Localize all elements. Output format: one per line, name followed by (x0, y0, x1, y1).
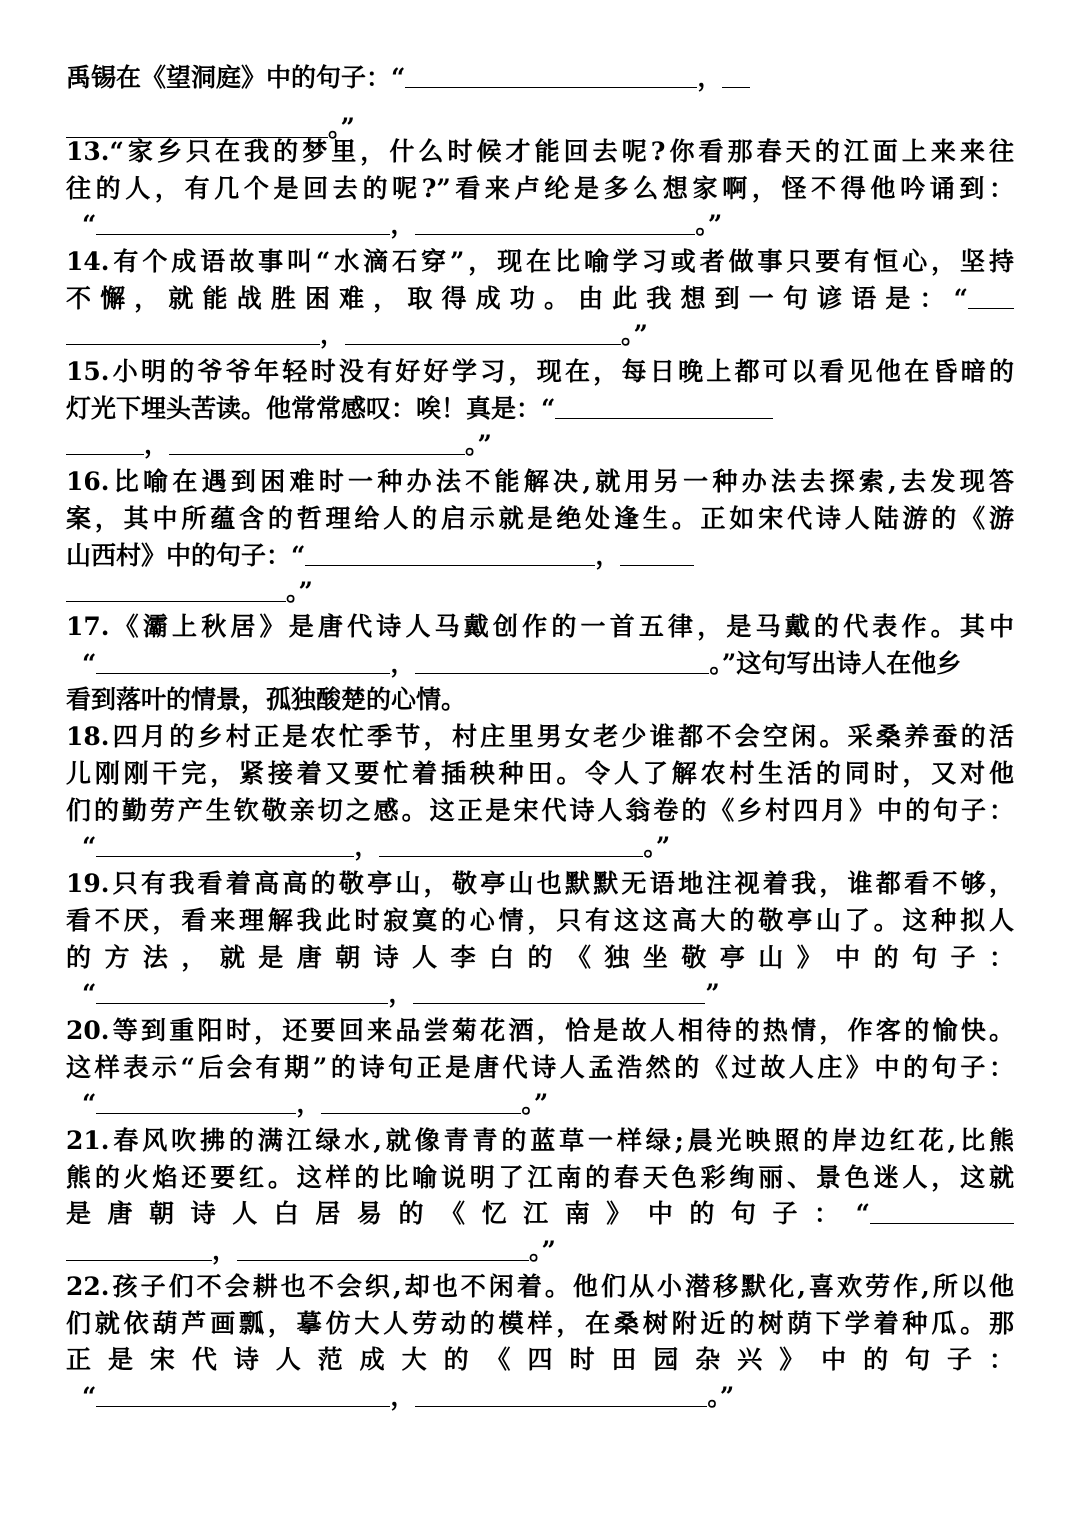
question-text: “ (82, 832, 97, 861)
question-text: 20.等到重阳时，还要回来品尝菊花酒，恰是故人相待的热情，作客的愉快。 (66, 1016, 1014, 1045)
question-text: ， (697, 63, 723, 92)
question-17-line-3 (66, 682, 466, 718)
answer-blank[interactable] (66, 1238, 212, 1261)
answer-blank[interactable] (66, 579, 286, 602)
question-17-line-1 (66, 609, 1014, 645)
question-text: ， (320, 320, 346, 349)
question-text: 17.《灞上秋居》是唐代诗人马戴创作的一首五律，是马戴的代表作。其中 (66, 612, 1014, 641)
question-text: 熊的火焰还要红。这样的比喻说明了江南的春天色彩绚丽、景色迷人，这就 (66, 1163, 1014, 1192)
answer-blank[interactable] (321, 1091, 521, 1114)
question-text: 15.小明的爷爷年轻时没有好好学习，现在，每日晚上都可以看见他在昏暗的 (66, 357, 1014, 386)
question-15-line-2 (66, 391, 773, 427)
question-14-line-2 (66, 281, 1014, 317)
question-14-line-3 (66, 317, 648, 353)
answer-blank[interactable] (96, 981, 388, 1004)
question-18-line-1 (66, 719, 1014, 755)
question-text: “ (82, 1382, 97, 1411)
question-text: 21.春风吹拂的满江绿水,就像青青的蓝草一样绿;晨光映照的岸边红花,比熊 (66, 1126, 1014, 1155)
answer-blank[interactable] (96, 212, 390, 235)
answer-blank[interactable] (169, 432, 465, 455)
question-18-line-3 (66, 793, 1014, 829)
question-text: 正是宋代诗人范成大的《四时田园杂兴》中的句子： (66, 1345, 1014, 1374)
question-text: ， (144, 430, 170, 459)
question-text: “ (82, 649, 97, 678)
question-text: ， (354, 832, 380, 861)
question-19-line-1 (66, 866, 1014, 902)
question-text: 山西村》中的句子：“ (66, 541, 306, 570)
question-21-line-3 (66, 1196, 1014, 1232)
answer-blank[interactable] (237, 1238, 529, 1261)
answer-blank[interactable] (66, 322, 320, 345)
question-13-line-3 (82, 207, 722, 243)
question-text: 的方法，就是唐朝诗人李白的《独坐敬亭山》中的句子： (66, 943, 1014, 972)
question-19-line-4 (82, 976, 720, 1012)
question-text: ， (390, 1382, 416, 1411)
question-text: 禹锡在《望洞庭》中的句子：“ (66, 63, 406, 92)
answer-blank[interactable] (345, 322, 621, 345)
answer-blank[interactable] (96, 651, 390, 674)
question-text: 是唐朝诗人白居易的《忆江南》中的句子：“ (66, 1199, 870, 1228)
answer-blank[interactable] (620, 543, 694, 566)
question-22-line-2 (66, 1306, 1014, 1342)
question-21-line-2 (66, 1160, 1014, 1196)
question-text: 19.只有我看着高高的敬亭山，敬亭山也默默无语地注视着我，谁都看不够， (66, 869, 1014, 898)
question-text: ” (705, 979, 720, 1008)
question-15-line-3 (66, 427, 492, 463)
answer-blank[interactable] (722, 65, 750, 88)
question-text: 。” (521, 1089, 549, 1118)
question-text: 。” (643, 832, 671, 861)
answer-blank[interactable] (415, 1384, 707, 1407)
question-text: 。” (328, 113, 355, 142)
question-text: ， (390, 649, 416, 678)
question-16-line-2 (66, 501, 1014, 537)
question-text: “ (82, 1089, 97, 1118)
question-text: 往的人，有几个是回去的呢?”看来卢纶是多么想家啊，怪不得他吟诵到： (66, 174, 1014, 203)
question-text: 。” (621, 320, 648, 349)
question-19-line-2 (66, 903, 1014, 939)
question-text: 。”这句写出诗人在他乡 (709, 649, 962, 678)
question-text: ， (388, 979, 414, 1008)
answer-blank[interactable] (415, 651, 709, 674)
question-16-line-3 (66, 538, 694, 574)
question-13-line-1 (66, 134, 1014, 170)
answer-blank[interactable] (379, 834, 643, 857)
answer-blank[interactable] (96, 834, 354, 857)
question-text: 。” (465, 430, 492, 459)
question-text: ， (212, 1236, 238, 1265)
question-21-line-1 (66, 1123, 1014, 1159)
answer-blank[interactable] (870, 1201, 1014, 1224)
question-text: 们的勤劳产生钦敬亲切之感。这正是宋代诗人翁卷的《乡村四月》中的句子： (66, 796, 1014, 825)
question-text: 。” (529, 1236, 556, 1265)
question-22-line-4 (82, 1379, 734, 1415)
question-20-line-1 (66, 1013, 1014, 1049)
question-13-line-2 (66, 171, 1014, 207)
question-text: 。” (695, 210, 723, 239)
question-16-line-4 (66, 574, 313, 610)
question-text: 们就依葫芦画瓢，摹仿大人劳动的模样，在桑树附近的树荫下学着种瓜。那 (66, 1309, 1014, 1338)
answer-blank[interactable] (415, 212, 695, 235)
question-text: 案，其中所蕴含的哲理给人的启示就是绝处逢生。正如宋代诗人陆游的《游 (66, 504, 1014, 533)
question-18-line-2 (66, 756, 1014, 792)
question-text: 。” (707, 1382, 735, 1411)
question-20-line-3 (82, 1086, 548, 1122)
question-text: 14.有个成语故事叫“水滴石穿”，现在比喻学习或者做事只要有恒心，坚持 (66, 247, 1014, 276)
question-20-line-2 (66, 1050, 1014, 1086)
question-text: ， (390, 210, 416, 239)
question-text: 不懈，就能战胜困难，取得成功。由此我想到一句谚语是：“ (66, 284, 968, 313)
question-text: 儿刚刚干完，紧接着又要忙着插秧种田。令人了解农村生活的同时，又对他 (66, 759, 1014, 788)
answer-blank[interactable] (96, 1384, 390, 1407)
question-text: 看不厌，看来理解我此时寂寞的心情，只有这这高大的敬亭山了。这种拟人 (66, 906, 1014, 935)
answer-blank[interactable] (66, 432, 144, 455)
question-text: ， (595, 541, 621, 570)
question-22-line-3 (66, 1342, 1014, 1378)
question-21-line-4 (66, 1233, 556, 1269)
question-text: 18.四月的乡村正是农忙季节，村庄里男女老少谁都不会空闲。采桑养蚕的活 (66, 722, 1014, 751)
question-text: 这样表示“后会有期”的诗句正是唐代诗人孟浩然的《过故人庄》中的句子： (66, 1053, 1014, 1082)
question-text: 22.孩子们不会耕也不会织,却也不闲着。他们从小潜移默化,喜欢劳作,所以他 (66, 1272, 1014, 1301)
question-text: “ (82, 210, 97, 239)
question-text: 16.比喻在遇到困难时一种办法不能解决,就用另一种办法去探索,去发现答 (66, 467, 1014, 496)
question-19-line-3 (66, 940, 1014, 976)
question-16-line-1 (66, 464, 1014, 500)
question-17-line-2 (82, 646, 961, 682)
question-text: 13.“家乡只在我的梦里，什么时候才能回去呢?你看那春天的江面上来来往 (66, 137, 1014, 166)
answer-blank[interactable] (413, 981, 705, 1004)
question-text: 。” (286, 577, 313, 606)
question-15-line-1 (66, 354, 1014, 390)
question-text: 看到落叶的情景，孤独酸楚的心情。 (66, 685, 467, 714)
answer-blank[interactable] (305, 543, 595, 566)
answer-blank[interactable] (555, 396, 773, 419)
answer-blank[interactable] (96, 1091, 296, 1114)
answer-blank[interactable] (405, 65, 697, 88)
question-text: ， (296, 1089, 322, 1118)
answer-blank[interactable] (968, 286, 1014, 309)
question-12-line-1 (66, 60, 750, 96)
question-22-line-1 (66, 1269, 1014, 1305)
question-18-line-4 (82, 829, 670, 865)
question-text: “ (82, 979, 97, 1008)
question-text: 灯光下埋头苦读。他常常感叹：唉！真是：“ (66, 394, 556, 423)
question-14-line-1 (66, 244, 1014, 280)
